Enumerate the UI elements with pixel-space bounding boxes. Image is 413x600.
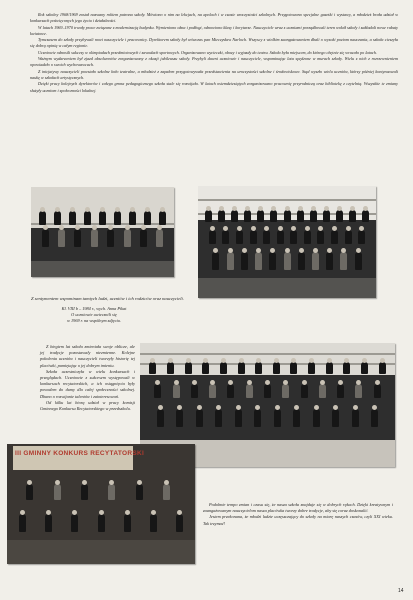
person-figure [54,484,61,500]
person-face [92,225,97,230]
person-face [285,248,290,253]
person-figure [209,384,216,398]
person-figure [290,230,297,244]
person-figure [108,484,115,500]
person-face [346,226,351,231]
person-figure [26,484,33,500]
person-figure [218,210,225,222]
person-figure [358,230,365,244]
person-face [256,248,261,253]
person-face [285,206,290,211]
person-face [375,380,380,385]
person-figure [323,210,330,222]
person-figure [284,252,291,270]
person-figure [257,210,264,222]
person-face [197,405,202,410]
person-figure [297,210,304,222]
person-face [337,206,342,211]
person-figure [212,252,219,270]
page-number: 14 [398,588,404,594]
person-face [46,510,51,515]
person-face [356,248,361,253]
person-figure [282,384,289,398]
person-face [125,510,130,515]
person-figure [273,362,280,374]
person-face [239,358,244,363]
person-face [380,358,385,363]
person-figure [374,384,381,398]
person-face [327,358,332,363]
closing-paragraph: Podobnie tempo zmian i czasu się, że nasza szkoła znajduje się w dobrych rękach. Dzięki kreatywnym i zaangażowanym nauczycielom nasza placówka tworzy dobre tradycje, aby się coraz doskonalić. [203,502,393,514]
person-figure [290,362,297,374]
person-figure [39,211,46,225]
person-figure [250,230,257,244]
person-face [186,358,191,363]
person-figure [326,252,333,270]
person-figure [355,252,362,270]
person-figure [42,229,49,247]
person-figure [107,229,114,247]
intro-paragraph: Z inicjatywy nauczycieli powstało szkolne koło teatralne, a młodzież z zapałem przygotowywała przedstawienia na uroczystości szkolne i środowiskowe. Stąd wyszło wielu uczniów, którzy później kontynuowali naukę w szkołach artystycznych. [30,68,398,80]
person-face [99,510,104,515]
person-figure [274,409,281,427]
person-figure [129,211,136,225]
intro-paragraph: Ważnym wydarzeniem był zjazd absolwentów zorganizowany z okazji jubileuszu szkoły. Przybyli dawni uczniowie i nauczyciele, wspominając lata spędzone w murach szkoły. Wielu z nich z rozrzewnieniem opowiadało o swoich wychowawcach. [30,56,398,68]
intro-paragraph: W latach 1969–1970 trwały prace związane z modernizacją budynku. Wymieniono okna i podłogi, odnowiono klasy i korytarze. Nauczyciele wraz z uczniami porządkowali teren wokół szkoły i zakładali nowe rabaty kwiatowe. [30,24,398,36]
staff-photo-right [198,186,376,298]
person-face [115,207,120,212]
person-face [236,405,241,410]
person-face [228,248,233,253]
person-figure [255,252,262,270]
intro-paragraph: Rok szkolny 1968/1969 został nazwany rokiem patrona szkoły. Mówiono o nim na lekcjach, na apelach i w czasie uroczystości szkolnych. Przygotowano specjalne gazetki i wystawy, a młodzież brała udział w konkursach poświęconych jego życiu i działalności. [30,12,398,24]
closing-paragraph: Jestem przekonana, że młodzi ludzie uczęszczający do szkoły na miarę naszych czasów, czyli XXI wieku. Tak trzymać! [203,514,393,526]
person-face [313,248,318,253]
person-figure [84,211,91,225]
person-face [55,480,60,485]
person-figure [235,409,242,427]
person-figure [336,210,343,222]
person-figure [157,409,164,427]
person-figure [124,229,131,247]
person-figure [227,384,234,398]
person-figure [227,252,234,270]
person-figure [379,362,386,374]
person-face [85,207,90,212]
person-face [82,480,87,485]
person-figure [167,362,174,374]
person-face [302,380,307,385]
person-figure [264,384,271,398]
person-face [353,405,358,410]
person-face [251,226,256,231]
left-paragraph: Od kilku lat biorą udział w pracy komisji Gminnego Konkursu Recytatorskiego w przedszkolu. [40,399,135,412]
person-figure [313,409,320,427]
class-caption-line: O uczniowie uwiecznili się [71,312,117,317]
person-figure [220,362,227,374]
person-figure [236,230,243,244]
person-figure [345,230,352,244]
person-figure [58,229,65,247]
person-face [314,405,319,410]
class-caption-line: w 1969 r. na wspólnym zdjęciu. [67,318,121,323]
person-figure [185,362,192,374]
person-figure [149,362,156,374]
person-face [141,225,146,230]
person-figure [191,384,198,398]
person-figure [196,409,203,427]
person-figure [277,230,284,244]
person-face [363,206,368,211]
person-figure [241,252,248,270]
person-face [168,358,173,363]
person-face [130,207,135,212]
person-figure [269,252,276,270]
person-figure [99,211,106,225]
person-figure [163,484,170,500]
person-face [20,510,25,515]
person-face [327,248,332,253]
intro-text [30,12,398,94]
person-figure [144,211,151,225]
person-figure [332,409,339,427]
person-figure [270,210,277,222]
class-caption-line: Kl. VIII b – 1984 r., wych. Anna Pikat [61,306,127,311]
photo-caption: Z sentymentem wspominam tamtych ludzi, uczniów i ich rodziców oraz nauczycieli. [31,296,184,301]
person-figure [150,514,157,532]
person-figure [254,409,261,427]
person-face [100,207,105,212]
person-figure [69,211,76,225]
person-figure [319,384,326,398]
person-face [108,225,113,230]
person-face [311,206,316,211]
person-figure [284,210,291,222]
person-figure [326,362,333,374]
person-figure [176,409,183,427]
person-figure [340,252,347,270]
person-figure [215,409,222,427]
person-figure [173,384,180,398]
person-figure [156,229,163,247]
person-figure [361,362,368,374]
person-figure [136,484,143,500]
person-figure [304,230,311,244]
person-figure [222,230,229,244]
intro-paragraph: Dzięki pracy kolejnych dyrektorów i całego grona pedagogicznego szkoła stale się rozwijała. W latach osiemdziesiątych zorganizowano pracownię przyrodniczą oraz bibliotekę z czytelnią. Wszystkie te zmiany służyły uczniom i społeczności lokalnej. [30,81,398,93]
person-figure [81,484,88,500]
person-figure [362,210,369,222]
person-figure [312,252,319,270]
person-figure [298,252,305,270]
left-paragraph: Z biegiem lat szkoła zmieniała swoje oblicze, ale jej tradycje pozostawały niezmienne. Kolejne pokolenia uczniów i nauczycieli tworzyły historię tej placówki, pamiętając o jej dobrym imieniu. [40,344,135,368]
person-face [70,207,75,212]
person-figure [317,230,324,244]
person-face [174,380,179,385]
intro-paragraph: Tymczasem do szkoły przybywali nowi nauczyciele i pracownicy. Dyrektorem szkoły był wówczas pan Mieczysław Narloch. Wszyscy z wielkim zaangażowaniem dbali o wysoki poziom nauczania, a szkoła cieszyła się dobrą opinią w całym regionie. [30,37,398,49]
contest-banner-text: III GMINNY KONKURS RECYTATORSKI [15,450,145,457]
person-figure [352,409,359,427]
closing-text [203,502,393,527]
person-figure [45,514,52,532]
person-face [40,207,45,212]
person-figure [355,384,362,398]
person-figure [176,514,183,532]
person-figure [331,230,338,244]
person-figure [98,514,105,532]
left-column-text [40,344,135,412]
person-face [137,480,142,485]
person-figure [246,384,253,398]
intro-paragraph: Uczniowie odnosili sukcesy w olimpiadach przedmiotowych i zawodach sportowych. Organizowano wycieczki, obozy i wyjazdy do teatru. Szkoła była miejscem, do którego chętnie się wracało po latach. [38,49,377,55]
person-figure [71,514,78,532]
person-figure [337,384,344,398]
person-face [213,248,218,253]
person-face [350,206,355,211]
staff-photo-left [31,187,174,277]
person-figure [238,362,245,374]
person-face [309,358,314,363]
person-face [125,225,130,230]
person-face [160,207,165,212]
person-figure [244,210,251,222]
person-figure [209,230,216,244]
person-figure [124,514,131,532]
person-figure [91,229,98,247]
person-face [55,207,60,212]
person-face [221,358,226,363]
person-figure [255,362,262,374]
person-figure [349,210,356,222]
class-photo-caption [43,306,145,324]
person-figure [74,229,81,247]
person-figure [301,384,308,398]
person-figure [140,229,147,247]
person-face [275,405,280,410]
person-figure [202,362,209,374]
person-figure [343,362,350,374]
person-face [324,206,329,211]
person-face [298,206,303,211]
left-paragraph: Szkoła uczestniczyła w wielu konkursach i przeglądach. Uczniowie z sukcesem występowali w konkursach recytatorskich, a ich osiągnięcia były powodem do dumy dla całej społeczności szkolnej. Dbano o rozwijanie talentów i zainteresowań. [40,368,135,399]
person-face [247,380,252,385]
person-figure [310,210,317,222]
person-face [270,248,275,253]
person-face [299,248,304,253]
person-face [362,358,367,363]
person-figure [293,409,300,427]
person-figure [371,409,378,427]
person-face [157,225,162,230]
person-face [145,207,150,212]
person-face [320,380,325,385]
person-face [43,225,48,230]
person-face [59,225,64,230]
person-figure [308,362,315,374]
person-figure [154,384,161,398]
person-face [158,405,163,410]
person-face [274,358,279,363]
person-figure [19,514,26,532]
person-figure [205,210,212,222]
person-figure [159,211,166,225]
person-face [242,248,247,253]
person-figure [231,210,238,222]
person-figure [54,211,61,225]
person-figure [263,230,270,244]
person-figure [114,211,121,225]
recitation-contest-photo [7,444,195,564]
